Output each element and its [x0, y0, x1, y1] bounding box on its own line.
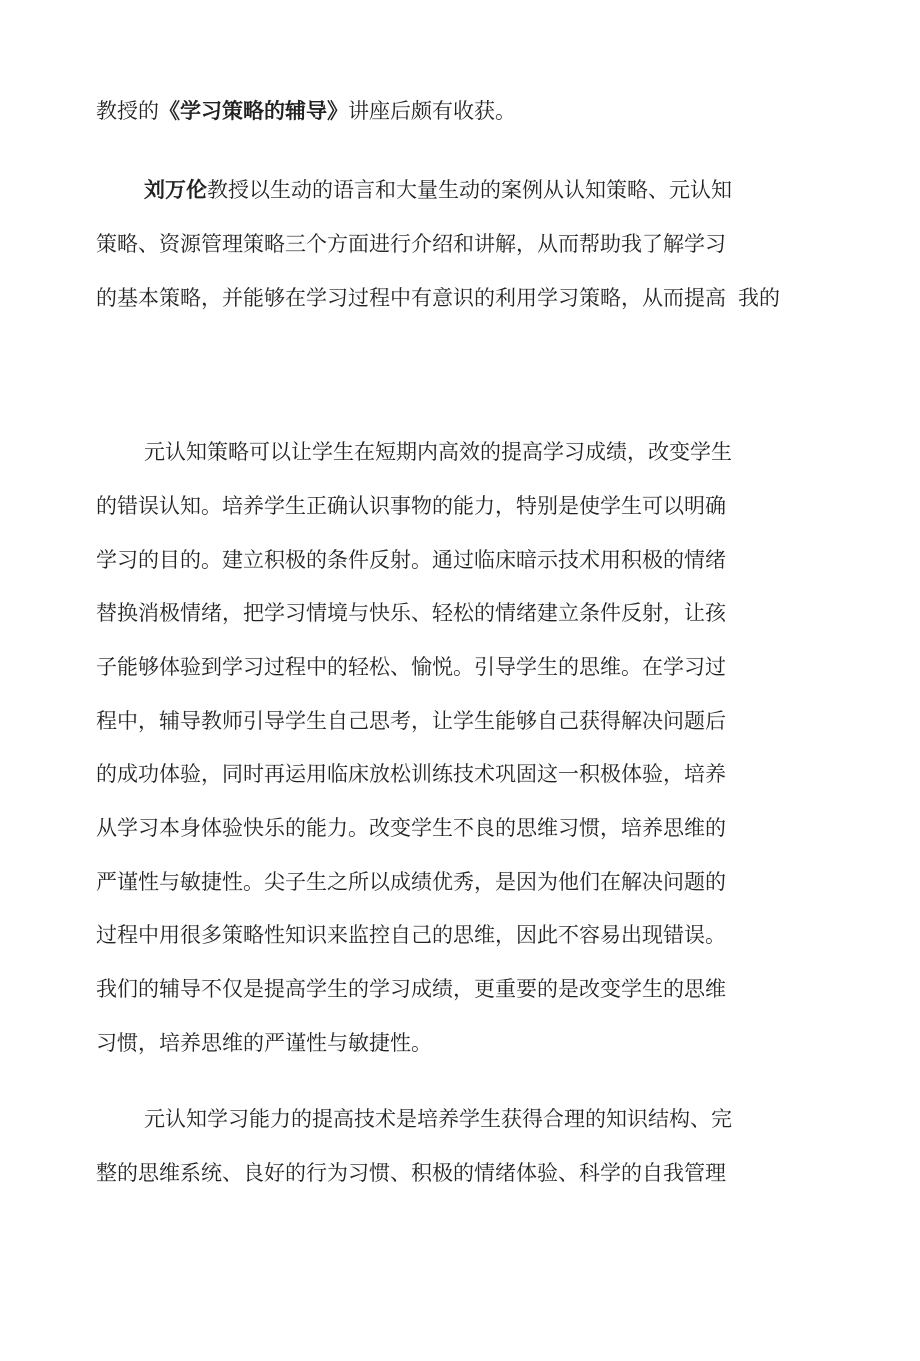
- paragraph-3-line-5: 子能够体验到学习过程中的轻松、愉悦。引导学生的思维。在学习过: [96, 655, 726, 679]
- paragraph-4-line-1: 元认知学习能力的提高技术是培养学生获得合理的知识结构、完: [144, 1107, 732, 1131]
- paragraph-3-line-7: 的成功体验，同时再运用临床放松训练技术巩固这一积极体验，培养: [96, 762, 726, 786]
- paragraph-2-line-3: [96, 284, 780, 312]
- text-segment: 我的: [738, 286, 780, 310]
- paragraph-3-line-3: 学习的目的。建立积极的条件反射。通过临床暗示技术用积极的情绪: [96, 548, 726, 572]
- professor-name: 刘万伦: [144, 178, 207, 202]
- paragraph-3-line-8: 从学习本身体验快乐的能力。改变学生不良的思维习惯，培养思维的: [96, 816, 726, 840]
- paragraph-3-line-10: 过程中用很多策略性知识来监控自己的思维，因此不容易出现错误。: [96, 923, 726, 947]
- paragraph-3-line-4: 替换消极情绪，把学习情境与快乐、轻松的情绪建立条件反射，让孩: [96, 601, 726, 625]
- text-segment: 讲座后颇有收获。: [348, 99, 516, 123]
- paragraph-3-line-11: 我们的辅导不仅是提高学生的学习成绩，更重要的是改变学生的思维: [96, 977, 726, 1001]
- paragraph-4-line-2: 整的思维系统、良好的行为习惯、积极的情绪体验、科学的自我管理: [96, 1161, 726, 1185]
- text-segment: 的基本策略，并能够在学习过程中有意识的利用学习策略，从而提高: [96, 286, 726, 310]
- paragraph-3-line-6: 程中，辅导教师引导学生自己思考，让学生能够自己获得解决问题后: [96, 709, 726, 733]
- lecture-title: 《学习策略的辅导》: [159, 99, 348, 123]
- paragraph-2-line-2: 策略、资源管理策略三个方面进行介绍和讲解，从而帮助我了解学习: [96, 232, 726, 256]
- paragraph-3-line-1: 元认知策略可以让学生在短期内高效的提高学习成绩，改变学生: [144, 440, 732, 464]
- paragraph-3-line-12: 习惯，培养思维的严谨性与敏捷性。: [96, 1031, 432, 1055]
- text-segment: 教授的: [96, 99, 159, 123]
- paragraph-2-line-1: [144, 176, 732, 204]
- text-segment: 教授以生动的语言和大量生动的案例从认知策略、元认知: [207, 178, 732, 202]
- paragraph-1-line-1: [96, 97, 516, 125]
- paragraph-3-line-2: 的错误认知。培养学生正确认识事物的能力，特别是使学生可以明确: [96, 494, 726, 518]
- paragraph-3-line-9: 严谨性与敏捷性。尖子生之所以成绩优秀，是因为他们在解决问题的: [96, 870, 726, 894]
